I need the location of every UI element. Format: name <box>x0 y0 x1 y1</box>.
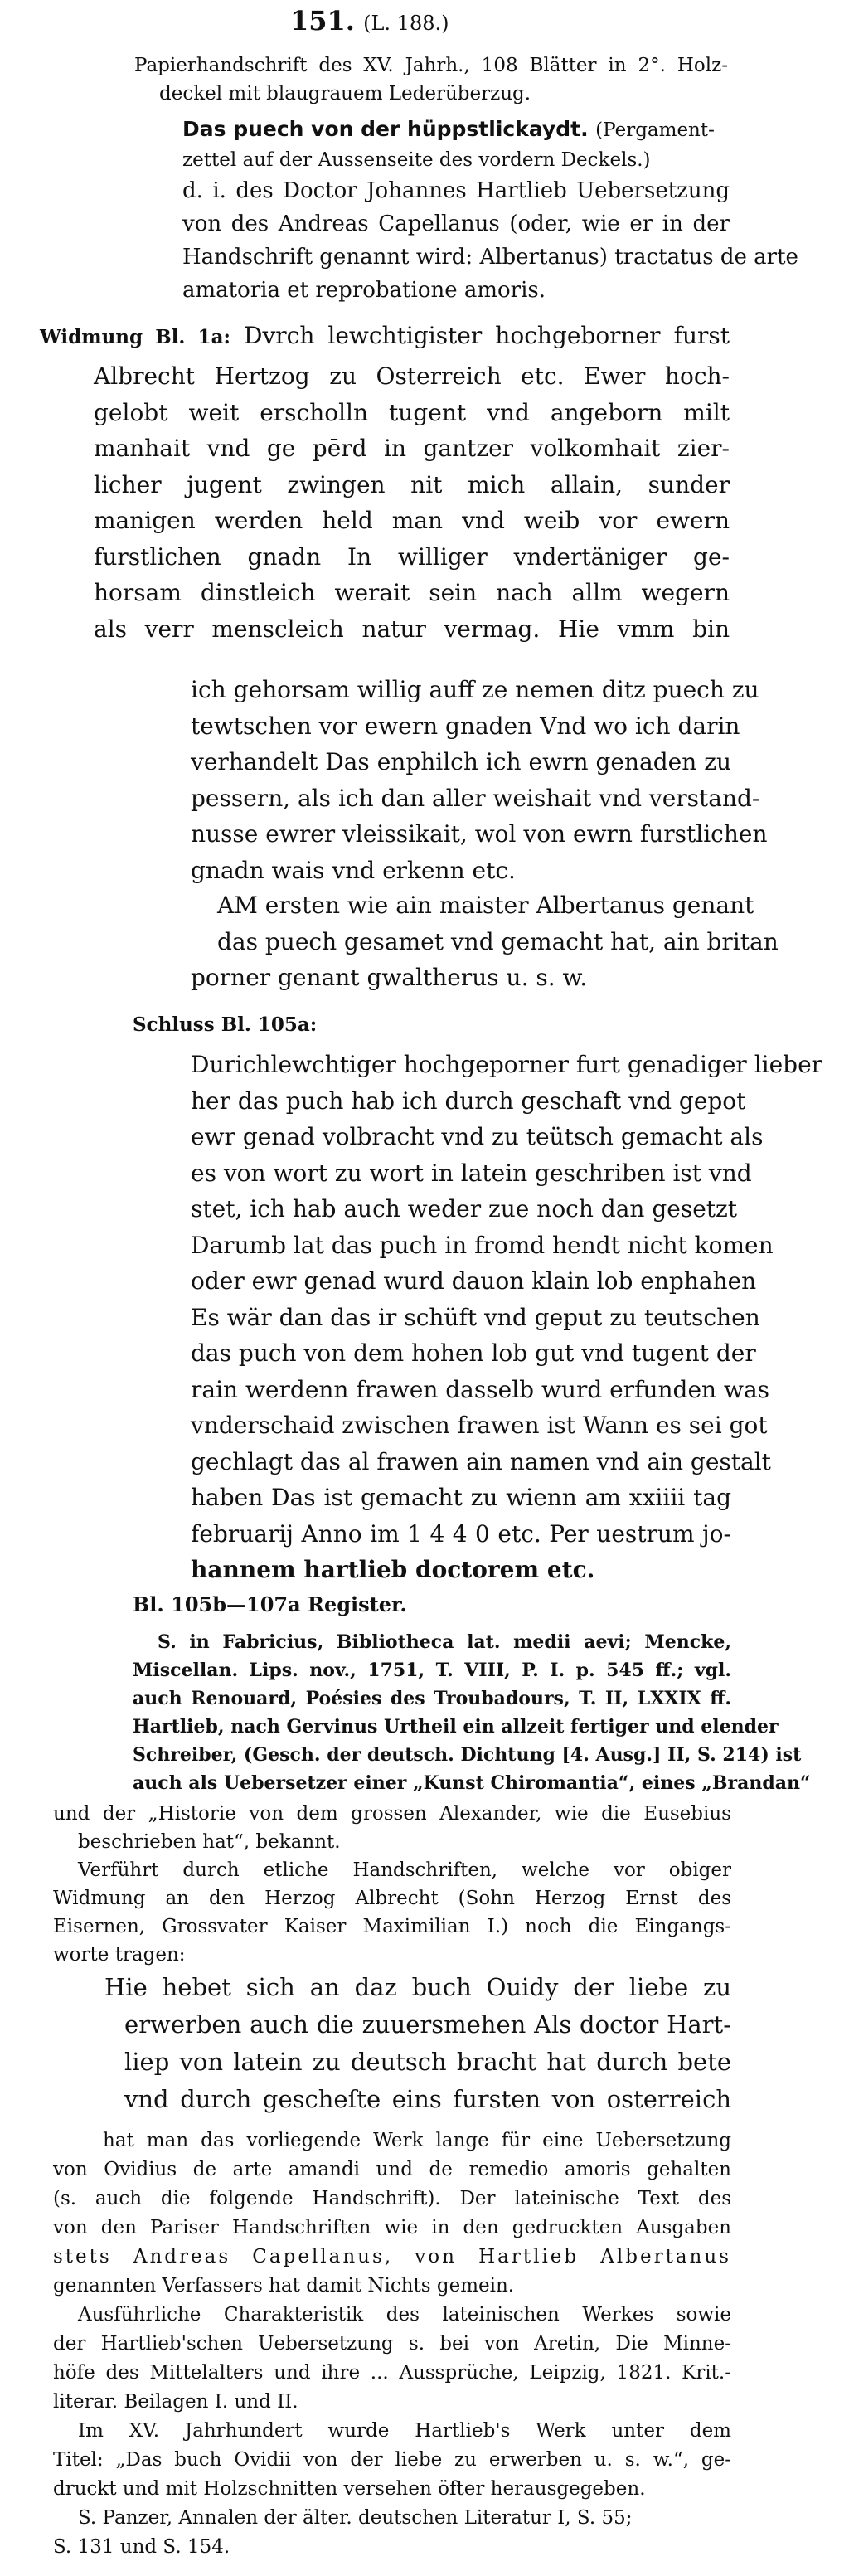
note-line: Im XV. Jahrhundert wurde Hartlieb's Werk unter dem <box>78 2420 731 2442</box>
reference-line: Schreiber, (Gesch. der deutsch. Dichtung [4. Ausg.] II, S. 214) ist <box>133 1744 802 1766</box>
entry-ref: (L. 188.) <box>363 12 449 35</box>
quote-line: vnd durch gescheſte eins fursten von osterreich <box>124 2085 731 2113</box>
reference-line: Hartlieb, nach Gervinus Urtheil ein allzeit fertiger und elender <box>133 1716 779 1738</box>
note-line: und der „Historie von dem grossen Alexander, wie die Eusebius <box>53 1803 731 1825</box>
note-line: druckt und mit Holzschnitten versehen öfter herausgegeben. <box>53 2478 646 2500</box>
schluss-line: februarij Anno im 1 4 4 0 etc. Per uestrum jo- <box>191 1519 731 1548</box>
continuation-line: ich gehorsam willig auff ze nemen ditz puech zu <box>191 676 759 703</box>
schluss-line: das puch von dem hohen lob gut vnd tugent der <box>191 1339 756 1367</box>
intro-line: von des Andreas Capellanus (oder, wie er in der <box>182 211 730 236</box>
widmung-line: als verr menscleich natur vermag. Hie vmm bin <box>94 615 730 643</box>
continuation-line: gnadn wais vnd erkenn etc. <box>191 856 516 884</box>
note-line: hat man das vorliegende Werk lange für eine Uebersetzung <box>103 2130 731 2151</box>
schluss-line: oder ewr genad wurd dauon klain lob enphahen <box>191 1267 757 1295</box>
note-line: Widmung an den Herzog Albrecht (Sohn Herzog Ernst des <box>53 1888 731 1909</box>
schluss-line: haben Das ist gemacht zu wienn am xxiiii tag <box>191 1484 731 1511</box>
quote-line: Hie hebet sich an daz buch Ouidy der liebe zu <box>104 1973 731 2001</box>
schluss-line: gechlagt das al frawen ain namen vnd ain gestalt <box>191 1447 771 1475</box>
intro-line: Handschrift genannt wird: Albertanus) tractatus de arte <box>182 245 798 270</box>
intro-line: amatoria et reprobatione amoris. <box>182 278 546 303</box>
note-line: genannten Verfassers hat damit Nichts gemein. <box>53 2275 515 2297</box>
notes-paragraph-1 <box>53 1800 731 1969</box>
entry-number: 151. <box>290 5 355 36</box>
note-line: von Ovidius de arte amandi und de remedio amoris gehalten <box>53 2159 731 2180</box>
note-line: beschrieben hat“, bekannt. <box>78 1831 341 1853</box>
schluss-line: rain werdenn frawen dasselb wurd erfunden was <box>191 1375 770 1403</box>
note-line: Ausführliche Charakteristik des lateinischen Werkes sowie <box>78 2304 731 2326</box>
am-ersten-line: porner genant gwaltherus u. s. w. <box>191 964 588 991</box>
reference-line: auch als Uebersetzer einer „Kunst Chiromantia“, eines „Brandan“ <box>133 1772 811 1794</box>
schluss-line: stet, ich hab auch weder zue noch dan gesetzt <box>191 1195 738 1222</box>
register-note: Bl. 105b—107a Register. <box>133 1592 407 1616</box>
intro-line: d. i. des Doctor Johannes Hartlieb Uebersetzung <box>182 178 730 203</box>
note-line: Eisernen, Grossvater Kaiser Maximilian I.) noch die Eingangs- <box>53 1916 731 1937</box>
notes-paragraph-2 <box>53 2126 731 2562</box>
widmung-label: Widmung Bl. 1a: <box>40 326 230 348</box>
widmung-first-text: Dvrch lewchtigister hochgeborner furst <box>244 322 730 349</box>
note-line: von den Pariser Handschriften wie in den gedruckten Ausgaben <box>53 2217 731 2238</box>
quote-line: erwerben auch die zuuersmehen Als doctor Hart- <box>124 2010 731 2039</box>
references-paragraph <box>133 1628 811 1797</box>
schluss-line: her das puch hab ich durch geschaft vnd gepot <box>191 1086 746 1115</box>
note-line: stets Andreas Capellanus, von Hartlieb Albertanus <box>53 2246 731 2267</box>
schluss-line: Es wär dan das ir schüft vnd geput zu teutschen <box>191 1303 760 1331</box>
description-line: deckel mit blaugrauem Lederüberzug. <box>159 83 531 104</box>
continuation-line: verhandelt Das enphilch ich ewrn genaden zu <box>191 748 731 775</box>
schluss-line: hannem hartlieb doctorem etc. <box>191 1556 595 1583</box>
note-line: Titel: „Das buch Ovidii von der liebe zu erwerben u. s. w.“, ge- <box>53 2449 731 2471</box>
schluss-line: ewr genad volbracht vnd zu teütsch gemacht als <box>191 1123 764 1150</box>
widmung-first-line <box>40 322 730 349</box>
widmung-text <box>94 358 730 647</box>
widmung-line: gelobt weit erscholln tugent vnd angeborn milt <box>94 398 730 426</box>
quote-block <box>104 1969 731 2118</box>
title-bold: Das puech von der hüppstlickaydt. <box>182 117 589 141</box>
am-ersten-paragraph <box>191 887 779 996</box>
note-line: literar. Beilagen I. und II. <box>53 2391 298 2413</box>
description-line: Papierhandschrift des XV. Jahrh., 108 Blätter in 2°. Holz- <box>134 55 728 76</box>
page-header <box>290 5 449 36</box>
manuscript-title <box>182 116 730 142</box>
schluss-label: Schluss Bl. 105a: <box>133 1013 318 1036</box>
intro-paragraph <box>182 174 798 307</box>
note-line: der Hartlieb'schen Uebersetzung s. bei von Aretin, Die Minne- <box>53 2333 731 2355</box>
quote-line: liep von latein zu deutsch bracht hat durch bete <box>124 2048 731 2076</box>
continuation-text <box>191 672 768 888</box>
reference-line: auch Renouard, Poésies des Troubadours, T. II, LXXIX ff. <box>133 1688 731 1709</box>
note-line: Verführt durch etliche Handschriften, welche vor obiger <box>78 1859 731 1881</box>
schluss-text <box>191 1047 823 1588</box>
note-line: (s. auch die folgende Handschrift). Der lateinische Text des <box>53 2188 731 2209</box>
reference-line: S. in Fabricius, Bibliotheca lat. medii aevi; Mencke, <box>158 1631 731 1653</box>
continuation-line: tewtschen vor ewern gnaden Vnd wo ich darin <box>191 712 740 740</box>
note-line: worte tragen: <box>53 1944 186 1966</box>
schluss-line: es von wort zu wort in latein geschriben ist vnd <box>191 1159 752 1187</box>
schluss-line: Darumb lat das puch in fromd hendt nicht komen <box>191 1231 774 1259</box>
continuation-line: pessern, als ich dan aller weishait vnd verstand- <box>191 784 760 812</box>
note-line: S. Panzer, Annalen der älter. deutschen Literatur I, S. 55; <box>78 2507 633 2529</box>
note-line: höfe des Mittelalters und ihre ... Aussprüche, Leipzig, 1821. Krit.- <box>53 2362 731 2384</box>
schluss-line: vnderschaid zwischen frawen ist Wann es sei got <box>191 1412 768 1439</box>
widmung-line: furstlichen gnadn In williger vndertäniger ge- <box>94 542 730 571</box>
reference-line: Miscellan. Lips. nov., 1751, T. VIII, P. I. p. 545 ff.; vgl. <box>133 1660 731 1681</box>
widmung-line: manigen werden held man vnd weib vor ewern <box>94 507 730 534</box>
note-line: S. 131 und S. 154. <box>53 2536 230 2558</box>
widmung-line: horsam dinstleich werait sein nach allm wegern <box>94 579 730 606</box>
am-ersten-line: AM ersten wie ain maister Albertanus genant <box>217 892 754 919</box>
am-ersten-line: das puech gesamet vnd gemacht hat, ain britan <box>217 927 779 955</box>
title-note-line: zettel auf der Aussenseite des vordern Deckels.) <box>182 149 651 171</box>
widmung-line: manhait vnd ge pērd in gantzer volkomhait zier- <box>94 435 730 462</box>
continuation-line: nusse ewrer vleissikait, wol von ewrn furstlichen <box>191 820 768 848</box>
schluss-line: Durichlewchtiger hochgeporner furt genadiger lieber <box>191 1051 823 1078</box>
title-note: (Pergament- <box>595 119 715 141</box>
widmung-line: Albrecht Hertzog zu Osterreich etc. Ewer hoch- <box>94 362 730 390</box>
widmung-line: licher jugent zwingen nit mich allain, sunder <box>94 470 730 498</box>
